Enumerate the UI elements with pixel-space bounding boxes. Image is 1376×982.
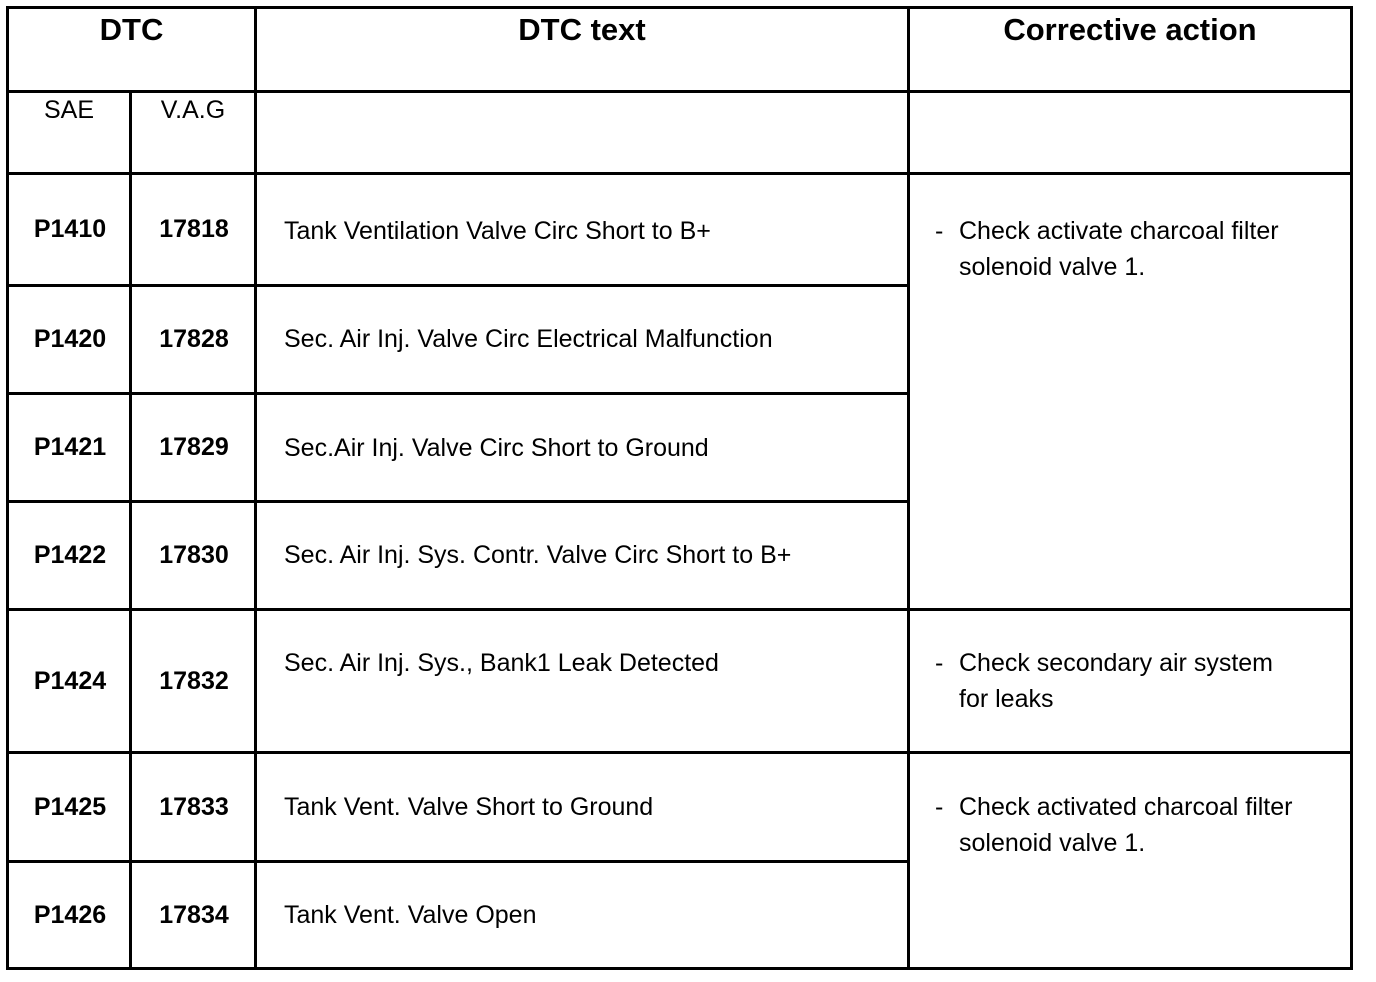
action-line: Check secondary air system <box>959 649 1274 677</box>
table-border-left <box>6 6 9 970</box>
table-row-sae: P1422 <box>33 541 107 569</box>
action-line: Check activate charcoal filter <box>959 217 1279 245</box>
table-row-vag: 17834 <box>159 901 229 929</box>
table-row-sae: P1424 <box>33 667 107 695</box>
table-row-vag: 17830 <box>159 541 229 569</box>
header-dtc: DTC <box>99 12 164 47</box>
bullet-dash: - <box>935 217 944 245</box>
bullet-dash: - <box>935 793 944 821</box>
action-line: solenoid valve 1. <box>959 829 1146 857</box>
header-dtc-text: DTC text <box>518 12 646 47</box>
table-border-right <box>1350 6 1353 970</box>
table-row-text: Sec.Air Inj. Valve Circ Short to Ground <box>284 434 709 462</box>
corrective-action-2 <box>935 645 1345 717</box>
table-row-sae: P1421 <box>33 433 107 461</box>
table-row-vag: 17818 <box>159 215 229 243</box>
row-divider <box>6 860 910 863</box>
table-border-top <box>6 6 1353 9</box>
bullet-dash: - <box>935 649 944 677</box>
table-row-text: Tank Ventilation Valve Circ Short to B+ <box>284 217 711 245</box>
table-row-sae: P1425 <box>33 793 107 821</box>
table-row-vag: 17829 <box>159 433 229 461</box>
corrective-action-1 <box>935 213 1345 285</box>
table-row-text: Sec. Air Inj. Sys., Bank1 Leak Detected <box>284 649 719 677</box>
table-row-sae: P1410 <box>33 215 107 243</box>
table-row-text: Sec. Air Inj. Sys. Contr. Valve Circ Short to B+ <box>284 541 792 569</box>
table-row-vag: 17832 <box>159 667 229 695</box>
column-divider-action <box>907 6 910 970</box>
action-line: solenoid valve 1. <box>959 253 1146 281</box>
header-corrective-action: Corrective action <box>1003 12 1257 47</box>
row-divider <box>6 500 910 503</box>
row-divider <box>6 608 1353 611</box>
table-row-vag: 17828 <box>159 325 229 353</box>
table-row-sae: P1420 <box>33 325 107 353</box>
table-row-text: Tank Vent. Valve Short to Ground <box>284 793 654 821</box>
action-line: Check activated charcoal filter <box>959 793 1293 821</box>
table-row-text: Sec. Air Inj. Valve Circ Electrical Malfunction <box>284 325 773 353</box>
row-divider <box>6 751 1353 754</box>
table-row-vag: 17833 <box>159 793 229 821</box>
table-border-bottom <box>6 967 1353 970</box>
row-divider <box>6 392 910 395</box>
action-line: for leaks <box>959 685 1054 713</box>
subheader-divider <box>6 172 1353 175</box>
corrective-action-3 <box>935 789 1345 861</box>
subheader-sae: SAE <box>43 96 95 124</box>
table-row-text: Tank Vent. Valve Open <box>284 901 537 929</box>
subheader-vag: V.A.G <box>160 96 226 124</box>
row-divider <box>6 284 910 287</box>
table-row-sae: P1426 <box>33 901 107 929</box>
column-divider-dtc-text <box>254 6 257 970</box>
